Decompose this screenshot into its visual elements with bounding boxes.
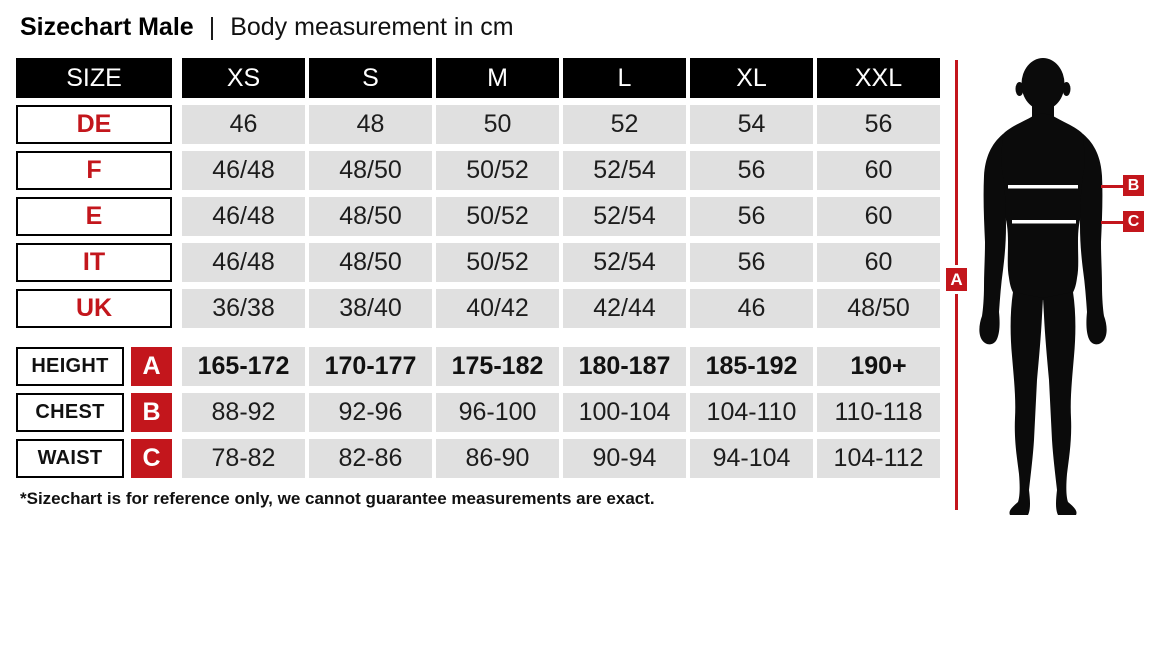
cell-chest-l: 100-104 xyxy=(563,393,686,432)
row-label-height-wrap xyxy=(16,347,172,386)
row-label-it: IT xyxy=(16,243,172,282)
cell-de-s: 48 xyxy=(309,105,432,144)
cell-chest-xs: 88-92 xyxy=(182,393,305,432)
cell-chest-s: 92-96 xyxy=(309,393,432,432)
cell-e-m: 50/52 xyxy=(436,197,559,236)
figure-leg-right xyxy=(1043,292,1077,515)
figure-chest-line xyxy=(1008,185,1078,189)
cell-f-l: 52/54 xyxy=(563,151,686,190)
column-header-xxl: XXL xyxy=(817,58,940,98)
cell-e-xxl: 60 xyxy=(817,197,940,236)
cell-e-l: 52/54 xyxy=(563,197,686,236)
cell-de-xs: 46 xyxy=(182,105,305,144)
cell-uk-l: 42/44 xyxy=(563,289,686,328)
waist-marker-tick xyxy=(1101,221,1123,224)
cell-e-xl: 56 xyxy=(690,197,813,236)
cell-height-l: 180-187 xyxy=(563,347,686,386)
cell-e-s: 48/50 xyxy=(309,197,432,236)
column-header-s: S xyxy=(309,58,432,98)
cell-de-xxl: 56 xyxy=(817,105,940,144)
cell-f-xl: 56 xyxy=(690,151,813,190)
cell-height-xs: 165-172 xyxy=(182,347,305,386)
marker-b-badge-table: B xyxy=(131,393,172,432)
cell-e-xs: 46/48 xyxy=(182,197,305,236)
cell-height-xxl: 190+ xyxy=(817,347,940,386)
column-header-xs: XS xyxy=(182,58,305,98)
cell-uk-m: 40/42 xyxy=(436,289,559,328)
cell-it-s: 48/50 xyxy=(309,243,432,282)
cell-f-s: 48/50 xyxy=(309,151,432,190)
cell-f-m: 50/52 xyxy=(436,151,559,190)
cell-height-s: 170-177 xyxy=(309,347,432,386)
cell-f-xs: 46/48 xyxy=(182,151,305,190)
title-separator: | xyxy=(208,13,216,41)
cell-chest-xxl: 110-118 xyxy=(817,393,940,432)
page-title xyxy=(20,13,514,42)
cell-waist-m: 86-90 xyxy=(436,439,559,478)
chest-marker-tick xyxy=(1101,185,1123,188)
cell-it-xxl: 60 xyxy=(817,243,940,282)
marker-a-badge-table: A xyxy=(131,347,172,386)
row-label-chest-wrap xyxy=(16,393,172,432)
cell-de-xl: 54 xyxy=(690,105,813,144)
figure-leg-left xyxy=(1009,292,1043,515)
cell-height-m: 175-182 xyxy=(436,347,559,386)
cell-it-xs: 46/48 xyxy=(182,243,305,282)
cell-height-xl: 185-192 xyxy=(690,347,813,386)
footnote: *Sizechart is for reference only, we cannot guarantee measurements are exact. xyxy=(20,489,655,508)
size-table xyxy=(16,58,940,478)
cell-uk-xl: 46 xyxy=(690,289,813,328)
height-measure-line-top xyxy=(955,60,958,265)
cell-chest-xl: 104-110 xyxy=(690,393,813,432)
row-label-height: HEIGHT xyxy=(16,347,124,386)
cell-it-l: 52/54 xyxy=(563,243,686,282)
cell-uk-xs: 36/38 xyxy=(182,289,305,328)
row-label-e: E xyxy=(16,197,172,236)
column-header-size: SIZE xyxy=(16,58,172,98)
column-header-l: L xyxy=(563,58,686,98)
cell-it-m: 50/52 xyxy=(436,243,559,282)
cell-it-xl: 56 xyxy=(690,243,813,282)
column-header-m: M xyxy=(436,58,559,98)
height-measure-line-bottom xyxy=(955,294,958,510)
column-header-xl: XL xyxy=(690,58,813,98)
marker-c-badge-figure: C xyxy=(1123,211,1144,232)
cell-waist-s: 82-86 xyxy=(309,439,432,478)
cell-waist-xxl: 104-112 xyxy=(817,439,940,478)
row-label-uk: UK xyxy=(16,289,172,328)
row-label-chest: CHEST xyxy=(16,393,124,432)
cell-uk-s: 38/40 xyxy=(309,289,432,328)
marker-b-badge-figure: B xyxy=(1123,175,1144,196)
cell-de-m: 50 xyxy=(436,105,559,144)
row-label-f: F xyxy=(16,151,172,190)
marker-c-badge-table: C xyxy=(131,439,172,478)
title-subtitle: Body measurement in cm xyxy=(230,13,514,41)
row-label-waist-wrap xyxy=(16,439,172,478)
cell-waist-xl: 94-104 xyxy=(690,439,813,478)
row-label-waist: WAIST xyxy=(16,439,124,478)
table-section-spacer xyxy=(16,335,940,340)
cell-uk-xxl: 48/50 xyxy=(817,289,940,328)
cell-waist-l: 90-94 xyxy=(563,439,686,478)
figure-torso xyxy=(993,114,1093,300)
cell-chest-m: 96-100 xyxy=(436,393,559,432)
marker-a-badge-figure: A xyxy=(946,268,967,291)
cell-waist-xs: 78-82 xyxy=(182,439,305,478)
figure-waist-line xyxy=(1012,220,1076,224)
row-label-de: DE xyxy=(16,105,172,144)
title-main: Sizechart Male xyxy=(20,13,194,41)
male-body-silhouette xyxy=(975,58,1111,515)
cell-f-xxl: 60 xyxy=(817,151,940,190)
cell-de-l: 52 xyxy=(563,105,686,144)
